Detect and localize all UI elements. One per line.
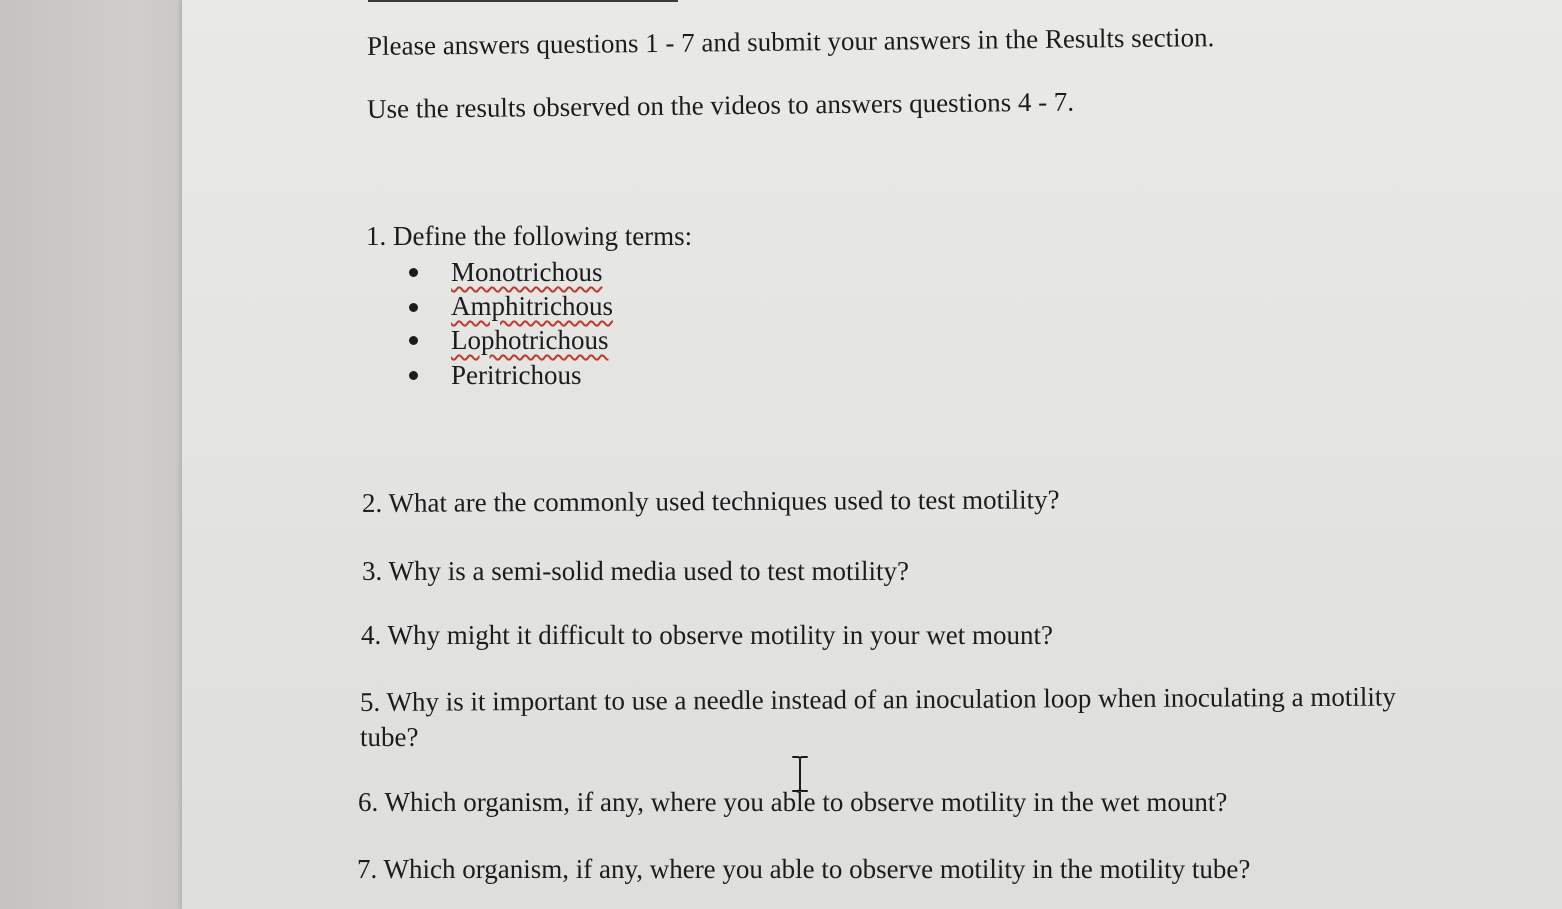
instruction-line-1: Please answers questions 1 - 7 and submit your answers in the Results section. — [366, 22, 1215, 61]
question-7 — [357, 853, 1250, 885]
bullet-icon — [409, 336, 418, 345]
question-number: 5. — [359, 686, 381, 717]
question-text: Which organism, if any, where you able to observe motility in the wet mount? — [384, 787, 1228, 817]
question-5-continuation: tube? — [360, 722, 419, 752]
instruction-line-2: Use the results observed on the videos to answers questions 4 - 7. — [366, 86, 1075, 124]
bullet-icon — [409, 268, 418, 277]
question-number: 1. — [366, 221, 387, 251]
bullet-icon — [409, 371, 418, 380]
question-text: Why might it difficult to observe motility in your wet mount? — [387, 620, 1053, 650]
term-amphitrichous: Amphitrichous — [451, 291, 613, 321]
question-number: 6. — [358, 787, 379, 817]
desk-background — [0, 0, 190, 909]
question-number: 7. — [357, 854, 378, 884]
text-cursor-icon — [790, 755, 810, 793]
question-text: Which organism, if any, where you able to observe motility in the motility tube? — [383, 854, 1251, 884]
top-rule-line — [368, 0, 678, 2]
question-number: 2. — [361, 487, 383, 518]
question-text: Why is it important to use a needle instead of an inoculation loop when inoculating a motility — [386, 681, 1396, 717]
question-number: 3. — [362, 556, 383, 586]
question-2 — [362, 483, 1060, 519]
term-peritrichous: Peritrichous — [451, 360, 582, 390]
question-3 — [362, 555, 909, 587]
question-4 — [361, 619, 1053, 651]
document-page — [182, 0, 1562, 909]
bullet-icon — [409, 303, 418, 312]
term-lophotrichous: Lophotrichous — [451, 325, 609, 355]
question-text: Define the following terms: — [393, 221, 693, 251]
term-monotrichous: Monotrichous — [451, 257, 603, 287]
question-text: Why is a semi-solid media used to test motility? — [388, 556, 909, 586]
question-5 — [360, 681, 1396, 718]
question-text: What are the commonly used techniques used to test motility? — [388, 484, 1060, 518]
question-number: 4. — [361, 620, 382, 650]
question-1 — [366, 220, 692, 252]
